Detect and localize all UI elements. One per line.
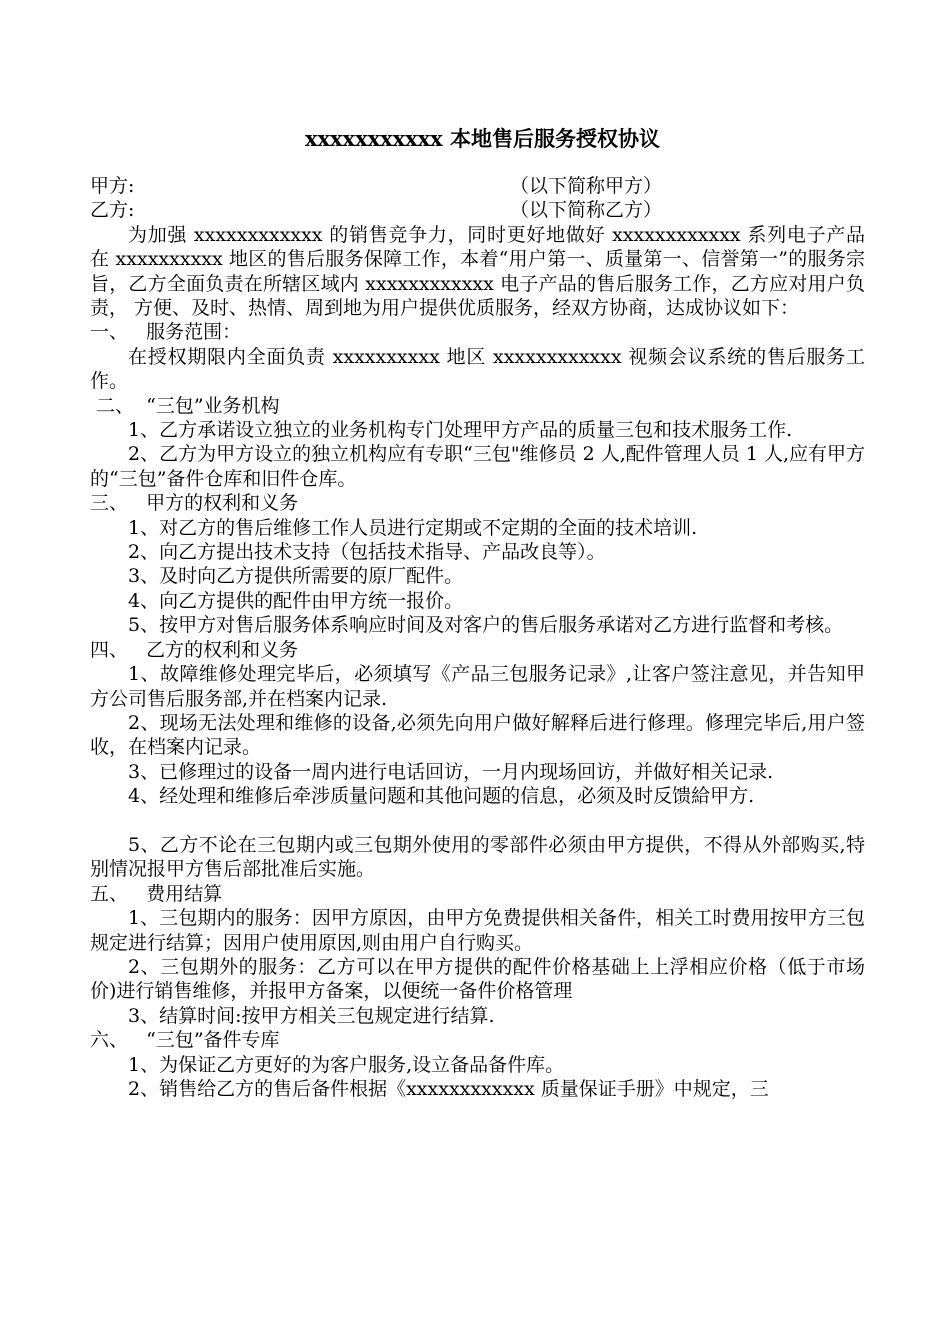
section-5-heading: 五、 费用结算 (90, 882, 223, 905)
party-a-line (90, 174, 865, 198)
document-title: xxxxxxxxxxx 本地售后服务授权协议 (304, 126, 661, 151)
section-1-item: 在授权期限内全面负责 xxxxxxxxxx 地区 xxxxxxxxxxxx 视频会议系统的售后服务工作。 (90, 345, 865, 393)
section-4-item: 1、故障维修处理完毕后，必须填写《产品三包服务记录》,让客户签注意见，并告知甲方公司售后服务部,并在档案内记录. (90, 663, 865, 710)
party-b-note: （以下简称乙方） (510, 199, 663, 222)
section-3-item: 3、及时向乙方提供所需要的原厂配件。 (128, 565, 464, 588)
intro-paragraph: 为加强 xxxxxxxxxxxx 的销售竞争力，同时更好地做好 xxxxxxxxxxxx 系列电子产品在 xxxxxxxxxx 地区的售后服务保障工作，本着“用户第一、质量第一、信誉第一”的服务宗旨，乙方全面负责在所辖区域内 xxxxxxxxxxxx 电子产品的售后服务工作，乙方应对用户负责， 方便、及时、热情、周到地为用户提供优质服务，经双方协商，达成协议如下： (90, 223, 865, 319)
section-4-item: 4、经处理和维修后牵涉质量问题和其他问题的信息，必须及时反馈給甲方. (128, 785, 755, 808)
section-2-item: 1、乙方承诺设立独立的业务机构专门处理甲方产品的质量三包和技术服务工作. (128, 419, 793, 442)
section-6-item: 2、销售给乙方的售后备件根据《xxxxxxxxxxxx 质量保证手册》中规定，三 (128, 1077, 769, 1100)
section-3-item: 2、向乙方提出技术支持（包括技术指导、产品改良等）。 (128, 541, 606, 564)
section-2-item: 2、乙方为甲方设立的独立机构应有专职“三包"维修员 2 人,配件管理人员 1 人,应有甲方的“三包”备件仓库和旧件仓库。 (90, 443, 865, 490)
section-5-item: 2、三包期外的服务：乙方可以在甲方提供的配件价格基础上上浮相应价格（低于市场价)进行销售维修，并报甲方备案，以便统一备件价格管理 (90, 955, 865, 1003)
section-3-item: 4、向乙方提供的配件由甲方统一报价。 (128, 589, 464, 612)
section-4-item: 2、现场无法处理和维修的设备,必须先向用户做好解释后进行修理。修理完毕后,用户签收，在档案内记录。 (90, 711, 865, 759)
section-6-item: 1、为保证乙方更好的为客户服务,设立备品备件库。 (128, 1053, 565, 1076)
section-5-item: 3、结算时间:按甲方相关三包规定进行结算. (128, 1004, 495, 1027)
blank-line (90, 809, 865, 833)
section-6-heading: 六、 “三包”备件专库 (90, 1029, 280, 1052)
section-5-item: 1、三包期内的服务：因甲方原因，由甲方免费提供相关备件，相关工时费用按甲方三包规定进行结算；因用户使用原因,则由用户自行购买。 (90, 907, 865, 954)
section-3-item: 1、对乙方的售后维修工作人员进行定期或不定期的全面的技术培训. (128, 516, 698, 539)
party-b-label: 乙方: (90, 199, 135, 222)
section-4-item: 5、乙方不论在三包期内或三包期外使用的零部件必须由甲方提供，不得从外部购买,特别情况报甲方售后部批准后实施。 (90, 833, 865, 881)
party-b-line (90, 198, 865, 222)
section-4-heading: 四、 乙方的权利和义务 (90, 638, 299, 661)
section-2-heading: 二、 “三包”业务机构 (90, 394, 280, 417)
section-4-item: 3、已修理过的设备一周内进行电话回访，一月内现场回访，并做好相关记录. (128, 760, 774, 783)
party-a-note: （以下简称甲方） (510, 175, 663, 197)
party-a-label: 甲方: (90, 175, 135, 197)
section-3-item: 5、按甲方对售后服务体系响应时间及对客户的售后服务承诺对乙方进行监督和考核。 (128, 614, 844, 637)
section-3-heading: 三、 甲方的权利和义务 (90, 492, 299, 515)
document-page (90, 0, 865, 1101)
section-1-heading: 一、 服务范围： (90, 321, 242, 344)
